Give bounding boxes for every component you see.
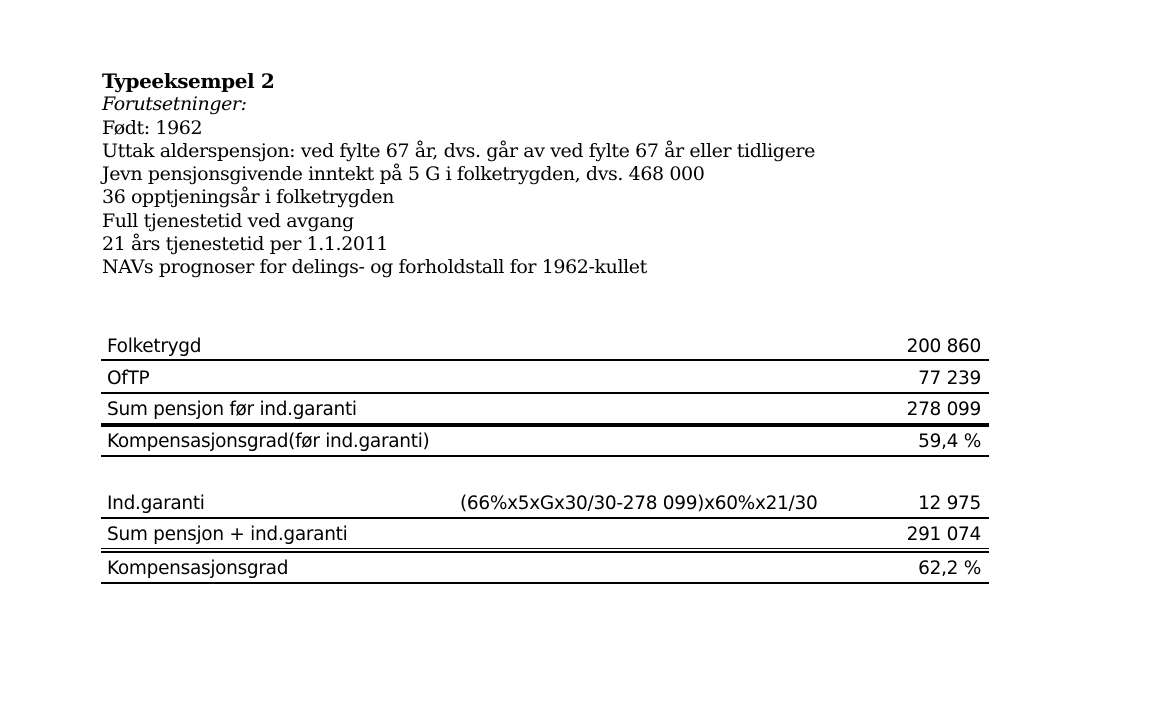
table-row xyxy=(101,493,989,515)
assumption-line: Jevn pensjonsgivende inntekt på 5 G i folketrygden, dvs. 468 000 xyxy=(102,163,705,186)
row-divider xyxy=(101,582,989,584)
row-divider xyxy=(101,359,989,361)
table-row xyxy=(101,336,989,358)
row-label: Kompensasjonsgrad xyxy=(107,558,289,579)
assumption-line: 21 års tjenestetid per 1.1.2011 xyxy=(102,233,388,256)
row-label: Ind.garanti xyxy=(107,493,205,514)
table-row xyxy=(101,558,989,580)
row-value: 291 074 xyxy=(906,524,981,545)
double-divider-bottom xyxy=(101,551,989,553)
row-label: Sum pensjon + ind.garanti xyxy=(107,524,348,545)
assumption-line: Født: 1962 xyxy=(102,116,203,139)
row-value: 200 860 xyxy=(906,336,981,357)
row-value: 12 975 xyxy=(918,493,981,514)
assumptions-heading: Forutsetninger: xyxy=(102,93,247,116)
table-row xyxy=(101,431,989,453)
row-value: 62,2 % xyxy=(918,558,981,579)
table-row xyxy=(101,399,989,421)
assumption-line: Uttak alderspensjon: ved fylte 67 år, dvs. går av ved fylte 67 år eller tidligere xyxy=(102,139,815,162)
table-row xyxy=(101,524,989,546)
assumptions-block xyxy=(102,70,815,280)
double-divider-top xyxy=(101,548,989,549)
table-row xyxy=(101,368,989,390)
assumption-line: NAVs prognoser for delings- og forholdstall for 1962-kullet xyxy=(102,256,647,279)
row-value: 59,4 % xyxy=(918,431,981,452)
row-value: 278 099 xyxy=(906,399,981,420)
row-label: Kompensasjonsgrad(før ind.garanti) xyxy=(107,431,430,452)
row-label: Folketrygd xyxy=(107,336,202,357)
assumption-line: 36 opptjeningsår i folketrygden xyxy=(102,186,394,209)
row-divider xyxy=(101,517,989,519)
row-value: 77 239 xyxy=(918,368,981,389)
row-formula: (66%x5xGx30/30-278 099)x60%x21/30 xyxy=(460,493,818,514)
thick-divider xyxy=(101,423,989,427)
row-label: OfTP xyxy=(107,368,150,389)
example-title: Typeeksempel 2 xyxy=(102,69,275,93)
assumption-line: Full tjenestetid ved avgang xyxy=(102,209,354,232)
row-divider xyxy=(101,392,989,394)
row-divider xyxy=(101,455,989,457)
row-label: Sum pensjon før ind.garanti xyxy=(107,399,357,420)
